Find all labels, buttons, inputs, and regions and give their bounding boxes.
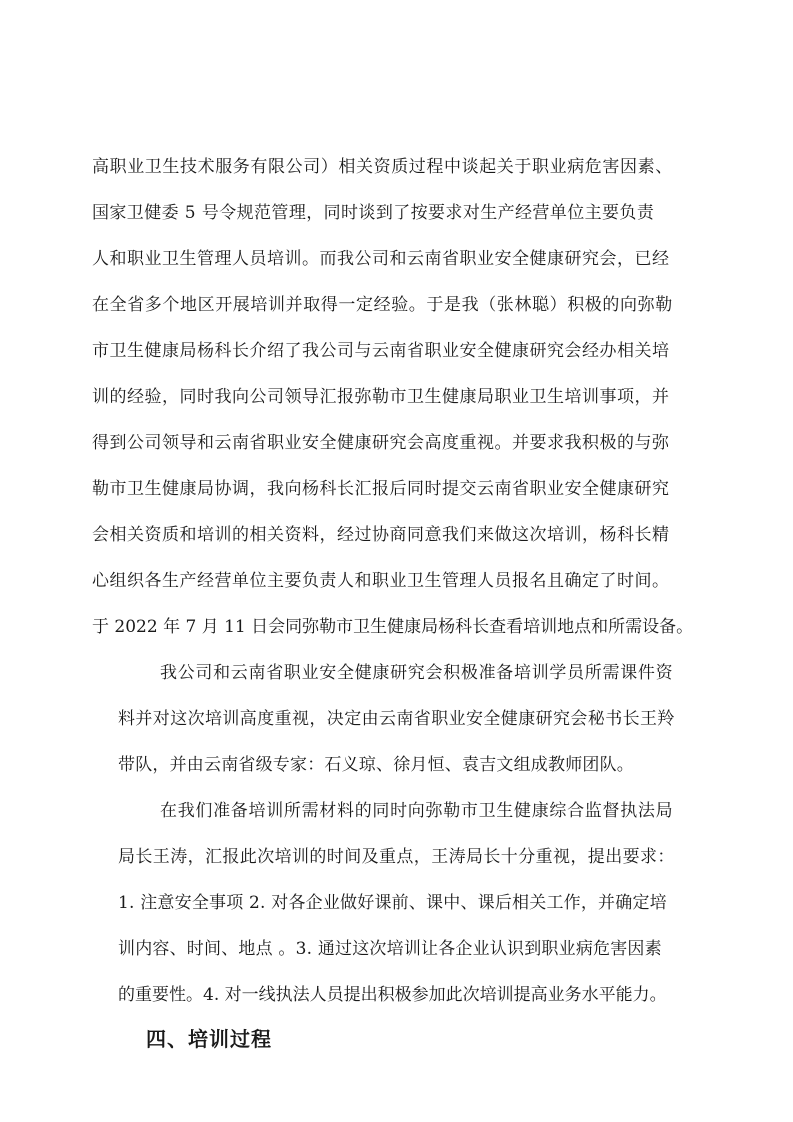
paragraph-line: 训的经验，同时我向公司领导汇报弥勒市卫生健康局职业卫生培训事项，并 [92,387,670,407]
paragraph-line: 会相关资质和培训的相关资料，经过协商同意我们来做这次培训，杨科长精 [92,525,670,545]
paragraph-line: 在我们准备培训所需材料的同时向弥勒市卫生健康综合监督执法局 [160,801,674,821]
paragraph-line: 在全省多个地区开展培训并取得一定经验。于是我（张林聪）积极的向弥勒 [92,295,673,315]
paragraph-line: 国家卫健委 5 号令规范管理，同时谈到了按要求对生产经营单位主要负责 [92,203,655,223]
paragraph-line: 局长王涛，汇报此次培训的时间及重点，王涛局长十分重视，提出要求： [118,847,675,867]
paragraph-line: 高职业卫生技术服务有限公司）相关资质过程中谈起关于职业病危害因素、 [92,157,673,177]
section-heading: 四、培训过程 [146,1027,272,1051]
paragraph-line: 人和职业卫生管理人员培训。而我公司和云南省职业安全健康研究会，已经 [92,249,670,269]
paragraph-line: 我公司和云南省职业安全健康研究会积极准备培训学员所需课件资 [160,663,674,683]
paragraph-line: 料并对这次培训高度重视，决定由云南省职业安全健康研究会秘书长王羚 [118,709,675,729]
paragraph-line: 得到公司领导和云南省职业安全健康研究会高度重视。并要求我积极的与弥 [92,433,670,453]
paragraph-line: 训内容、时间、地点 。3. 通过这次培训让各企业认识到职业病危害因素 [118,939,662,959]
paragraph-line: 1. 注意安全事项 2. 对各企业做好课前、课中、课后相关工作，并确定培 [118,893,667,913]
paragraph-line: 的重要性。4. 对一线执法人员提出积极参加此次培训提高业务水平能力。 [118,985,667,1005]
paragraph-line: 市卫生健康局杨科长介绍了我公司与云南省职业安全健康研究会经办相关培 [92,341,670,361]
paragraph-line: 于 2022 年 7 月 11 日会同弥勒市卫生健康局杨科长查看培训地点和所需设备。 [92,617,694,637]
paragraph-line: 带队，并由云南省级专家：石义琼、徐月恒、袁吉文组成教师团队。 [118,755,634,775]
paragraph-line: 勒市卫生健康局协调，我向杨科长汇报后同时提交云南省职业安全健康研究 [92,479,670,499]
paragraph-line: 心组织各生产经营单位主要负责人和职业卫生管理人员报名且确定了时间。 [92,571,670,591]
